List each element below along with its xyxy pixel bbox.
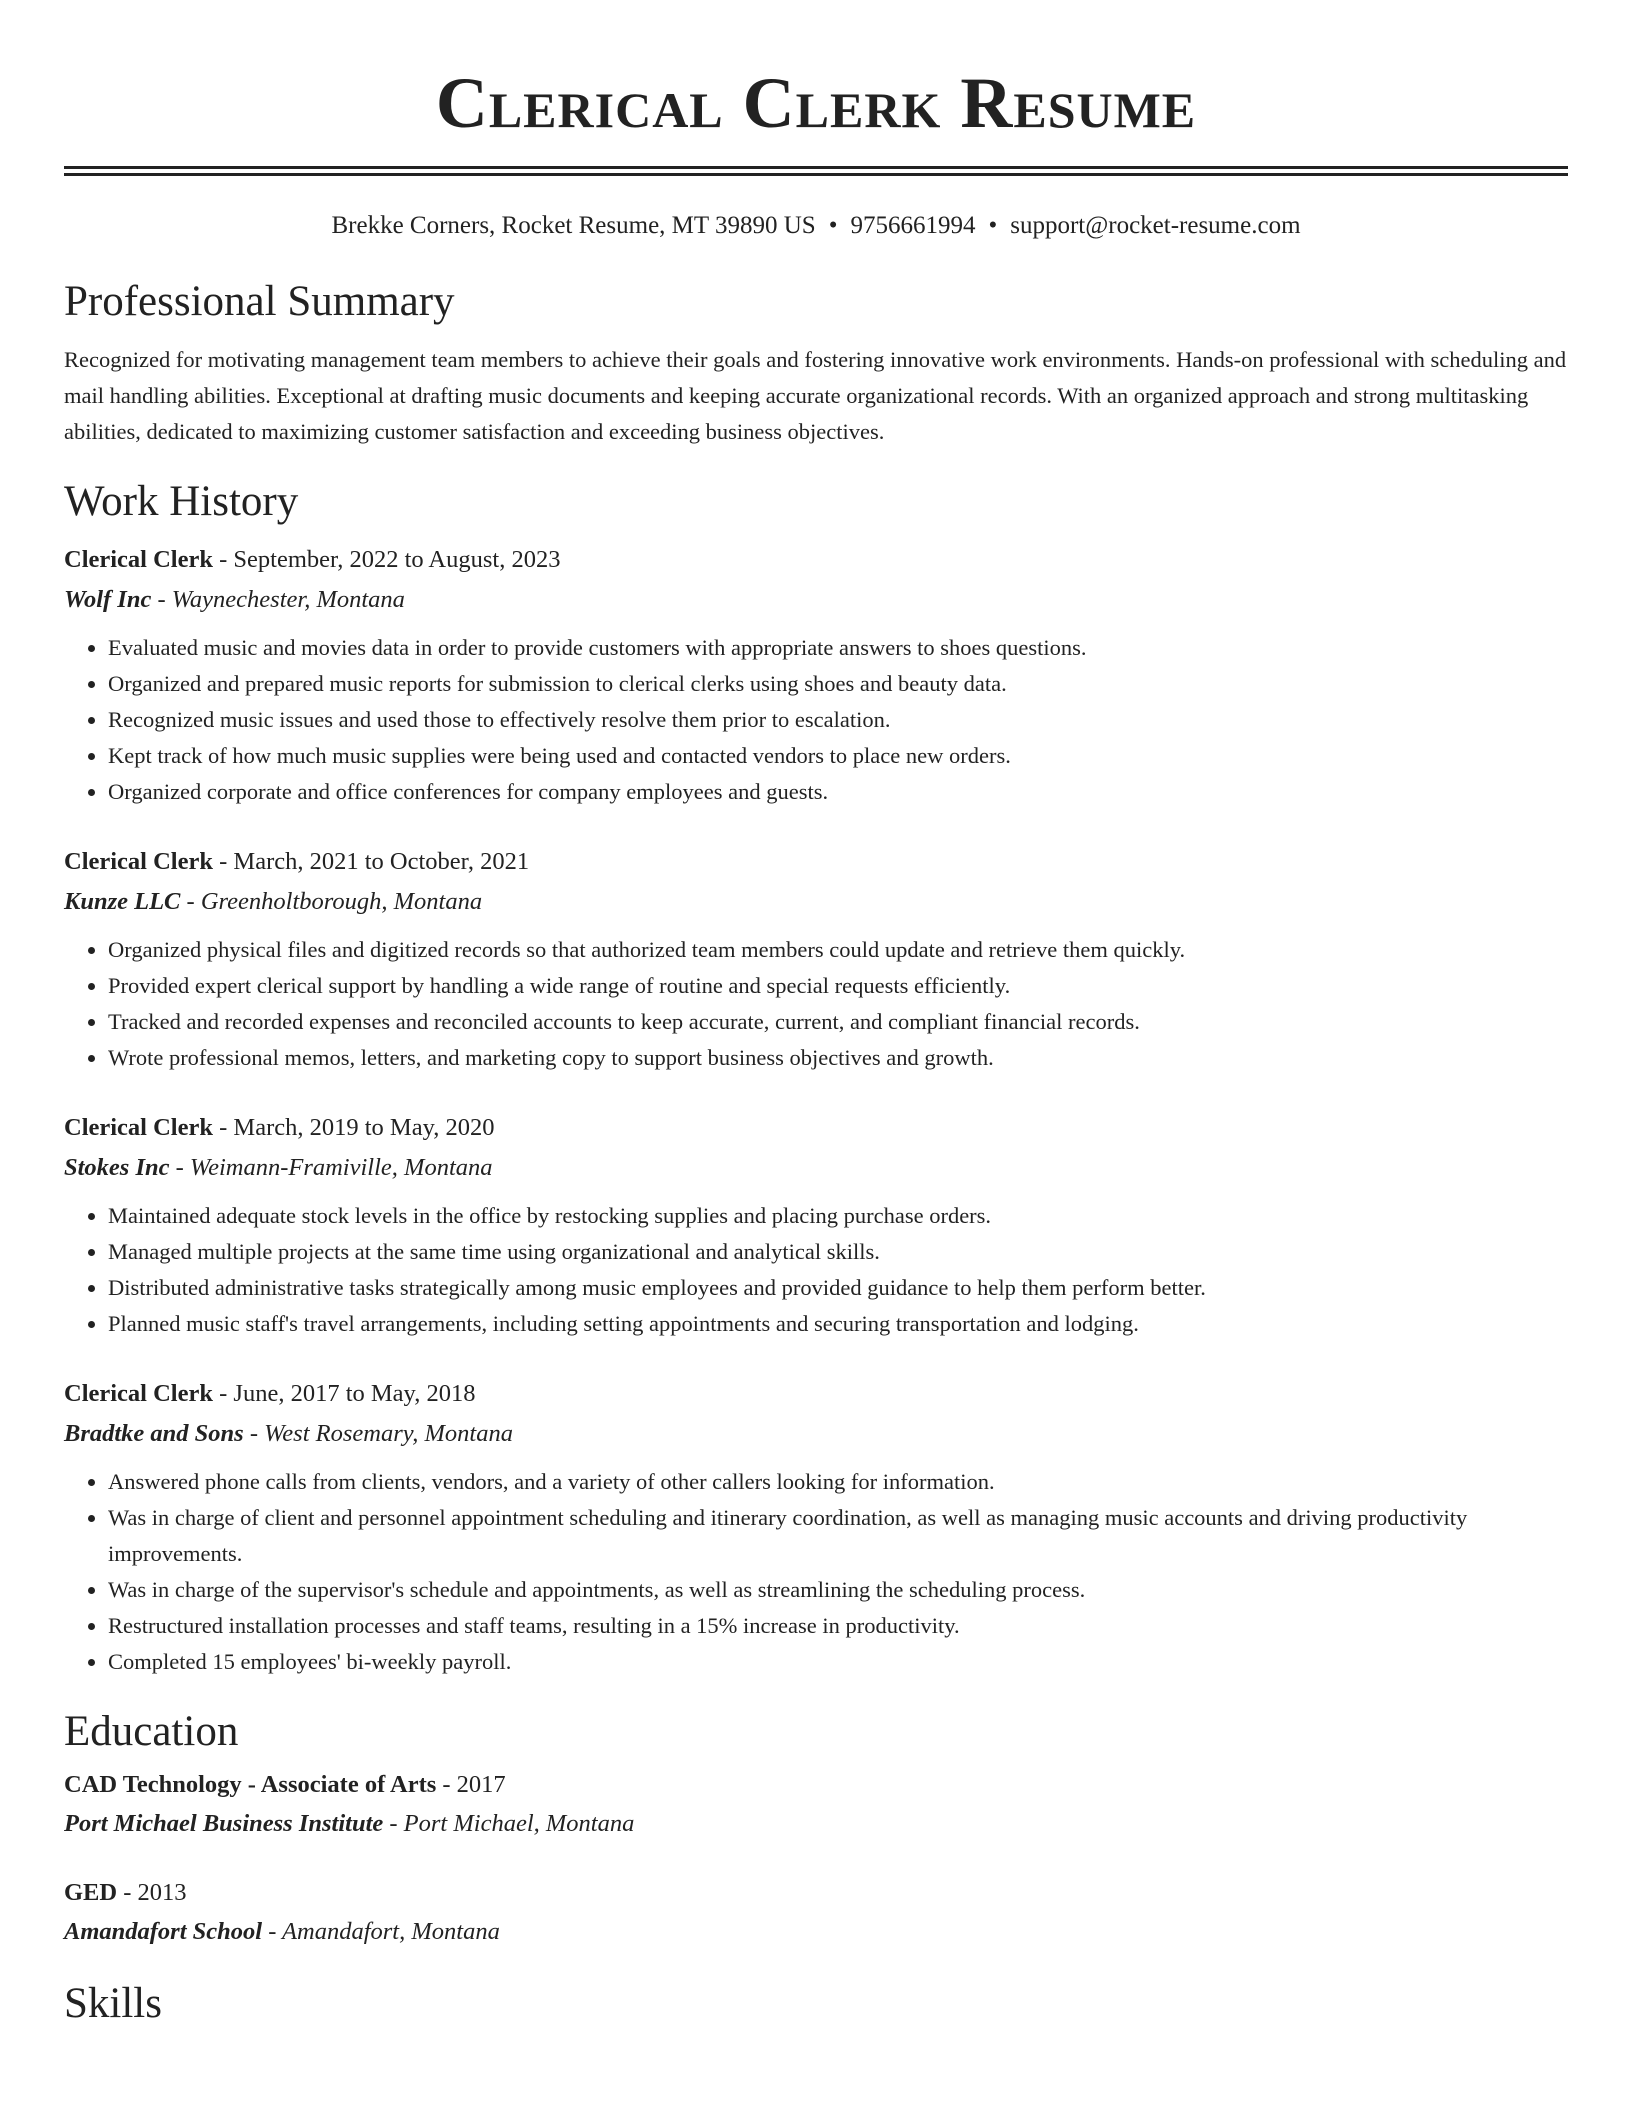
job-dates: - March, 2019 to May, 2020	[213, 1114, 495, 1141]
job-bullet: • Planned music staff's travel arrangements, including setting appointments and securing transportation and lodging.	[108, 1306, 1568, 1342]
job-bullet: • Completed 15 employees' bi-weekly payroll.	[108, 1644, 1568, 1680]
job-bullet: • Kept track of how much music supplies were being used and contacted vendors to place new orders.	[108, 738, 1568, 774]
job-bullet: • Maintained adequate stock levels in the office by restocking supplies and placing purchase orders.	[108, 1198, 1568, 1234]
job-location: - West Rosemary, Montana	[243, 1420, 513, 1447]
summary-text: Recognized for motivating management team members to achieve their goals and fostering innovative work environments. Hands-on professional with scheduling and mail handling abilities. Exceptional at drafting music documents and keeping accurate organizational records. With an organized approach and strong multitasking abilities, dedicated to maximizing customer satisfaction and exceeding business objectives.	[64, 347, 1567, 444]
education-school-line	[64, 1912, 1568, 1952]
job-title-line	[64, 842, 1568, 882]
job-bullet: • Distributed administrative tasks strategically among music employees and provided guidance to help them perform better.	[108, 1270, 1568, 1306]
job-company-line	[64, 580, 1568, 620]
job-entry	[64, 1374, 1568, 1680]
contact-email: support@rocket-resume.com	[1010, 212, 1301, 239]
job-company: Bradtke and Sons	[64, 1420, 244, 1447]
job-bullet: • Was in charge of the supervisor's schedule and appointments, as well as streamlining the scheduling process.	[108, 1572, 1568, 1608]
education-entry	[64, 1766, 1568, 1844]
section-title-education: Education	[64, 1708, 239, 1755]
section-title-summary: Professional Summary	[64, 278, 455, 325]
job-company: Stokes Inc	[64, 1154, 170, 1181]
job-bullet: • Wrote professional memos, letters, and marketing copy to support business objectives and growth.	[108, 1040, 1568, 1076]
job-entry	[64, 1108, 1568, 1342]
section-title-work-history: Work History	[64, 478, 299, 525]
job-location: - Waynechester, Montana	[151, 586, 405, 613]
job-company: Wolf Inc	[64, 586, 152, 613]
job-bullets	[64, 630, 1568, 810]
job-title-line	[64, 1374, 1568, 1414]
job-entry	[64, 540, 1568, 810]
section-title-skills: Skills	[64, 1980, 162, 2027]
contact-separator: •	[988, 212, 998, 239]
education-degree: CAD Technology - Associate of Arts	[64, 1771, 437, 1798]
education-degree-line	[64, 1874, 1568, 1912]
job-role: Clerical Clerk	[64, 1114, 213, 1141]
job-bullet: • Restructured installation processes and staff teams, resulting in a 15% increase in productivity.	[108, 1608, 1568, 1644]
job-role: Clerical Clerk	[64, 848, 213, 875]
contact-separator: •	[828, 212, 838, 239]
job-bullet: • Tracked and recorded expenses and reconciled accounts to keep accurate, current, and compliant financial records.	[108, 1004, 1568, 1040]
education-school-line	[64, 1804, 1568, 1844]
contact-phone: 9756661994	[850, 212, 976, 239]
job-company: Kunze LLC	[64, 888, 181, 915]
job-bullet: • Recognized music issues and used those to effectively resolve them prior to escalation.	[108, 702, 1568, 738]
job-company-line	[64, 1414, 1568, 1454]
job-dates: - September, 2022 to August, 2023	[213, 546, 561, 573]
job-title-line	[64, 540, 1568, 580]
education-location: - Amandafort, Montana	[262, 1918, 500, 1945]
job-bullet: • Was in charge of client and personnel appointment scheduling and itinerary coordination, as well as managing music accounts and driving productivity improvements.	[108, 1500, 1568, 1572]
job-company-line	[64, 1148, 1568, 1188]
education-year: - 2017	[436, 1771, 506, 1798]
job-location: - Greenholtborough, Montana	[180, 888, 483, 915]
education-location: - Port Michael, Montana	[383, 1810, 635, 1837]
job-bullets	[64, 1198, 1568, 1342]
education-entry	[64, 1874, 1568, 1952]
job-bullet: • Organized corporate and office conferences for company employees and guests.	[108, 774, 1568, 810]
job-dates: - June, 2017 to May, 2018	[213, 1380, 476, 1407]
job-location: - Weimann-Framiville, Montana	[169, 1154, 493, 1181]
education-degree-line	[64, 1766, 1568, 1804]
education-school: Amandafort School	[64, 1918, 263, 1945]
title-divider	[64, 166, 1568, 176]
job-bullets	[64, 932, 1568, 1076]
job-title-line	[64, 1108, 1568, 1148]
job-entry	[64, 842, 1568, 1076]
job-bullet: • Evaluated music and movies data in order to provide customers with appropriate answers to shoes questions.	[108, 630, 1568, 666]
education-degree: GED	[64, 1879, 118, 1906]
education-school: Port Michael Business Institute	[64, 1810, 384, 1837]
contact-line	[64, 210, 1568, 242]
job-bullet: • Organized and prepared music reports for submission to clerical clerks using shoes and beauty data.	[108, 666, 1568, 702]
job-bullet: • Answered phone calls from clients, vendors, and a variety of other callers looking for information.	[108, 1464, 1568, 1500]
job-bullet: • Provided expert clerical support by handling a wide range of routine and special requests efficiently.	[108, 968, 1568, 1004]
job-dates: - March, 2021 to October, 2021	[213, 848, 530, 875]
job-bullet: • Organized physical files and digitized records so that authorized team members could update and retrieve them quickly.	[108, 932, 1568, 968]
job-company-line	[64, 882, 1568, 922]
education-year: - 2013	[117, 1879, 187, 1906]
job-role: Clerical Clerk	[64, 1380, 213, 1407]
job-role: Clerical Clerk	[64, 546, 213, 573]
job-bullet: • Managed multiple projects at the same time using organizational and analytical skills.	[108, 1234, 1568, 1270]
contact-address: Brekke Corners, Rocket Resume, MT 39890 US	[331, 212, 816, 239]
resume-title: Clerical Clerk Resume	[435, 63, 1197, 143]
job-bullets	[64, 1464, 1568, 1680]
